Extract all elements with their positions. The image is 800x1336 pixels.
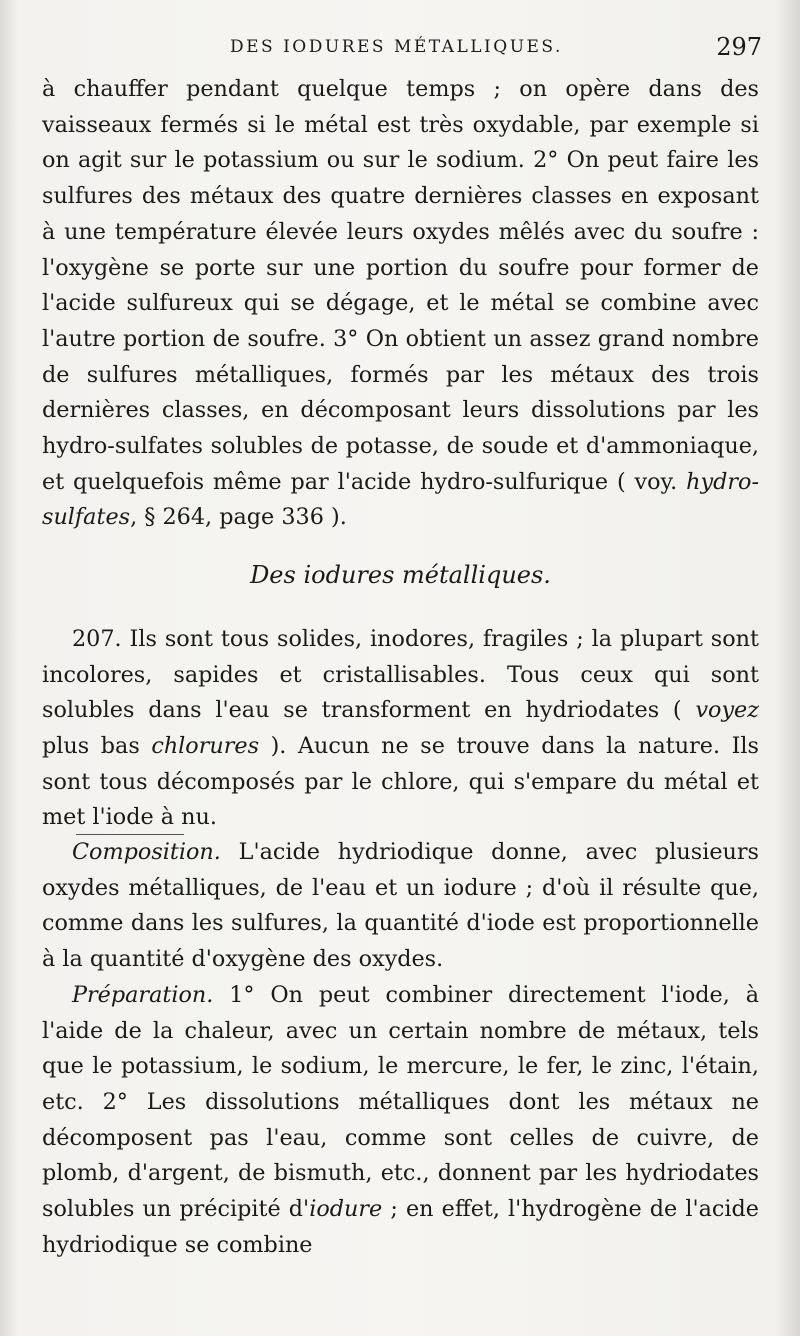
page-body — [42, 72, 759, 1264]
paragraph-preparation — [42, 978, 759, 1264]
paragraph-composition — [42, 835, 759, 978]
paragraph-text: ; en effet, l'hydrogène de l'acide hydriodique se combine — [42, 1196, 759, 1258]
page-number: 297 — [716, 33, 762, 61]
running-head: DES IODURES MÉTALLIQUES. — [230, 37, 563, 57]
paragraph-text: à chauffer pendant quelque temps ; on opère dans des vaisseaux fermés si le métal est très oxydable, par exemple si on agit sur le potassium ou sur le sodium. 2° On peut faire les sulfures des métaux des quatre dernières classes en exposant à une température élevée leurs oxydes mêlés avec du soufre : l'oxygène se porte sur une portion du soufre pour former de l'acide sulfureux qui se dégage, et le métal se combine avec l'autre portion de soufre. 3° On obtient un assez grand nombre de sulfures métalliques, formés par les métaux des trois dernières classes, en décomposant leurs dissolutions par les hydro-sulfates solubles de potasse, de soude et d'ammoniaque, et quelquefois même par l'acide hydro-sulfurique ( voy. — [42, 76, 759, 495]
paragraph-text: L'acide hydriodique donne, avec plusieurs oxydes métalliques, de l'eau et un iodure ; d'où il résulte que, comme dans les sulfures, la quantité d'iode est proportionnelle à la quantité d'oxygène des oxydes. — [42, 839, 759, 973]
paragraph-sulfures-preparation — [42, 72, 759, 536]
section-title: Des iodures métalliques. — [250, 561, 551, 590]
italic-term: voyez — [695, 697, 759, 724]
italic-term: hydro-sulfates — [42, 468, 759, 531]
page-header — [42, 33, 762, 63]
paragraph-label: Composition. — [72, 839, 221, 866]
paragraph-text: , § 264, page 336 ). — [130, 504, 347, 531]
paragraph-text: plus bas — [42, 732, 152, 759]
italic-term: chlorures — [151, 732, 260, 759]
paragraph-label: Préparation. — [72, 981, 214, 1008]
italic-term: iodure — [309, 1196, 383, 1223]
paragraph-text: 207. Ils sont tous solides, inodores, fragiles ; la plupart sont incolores, sapides et cristallisables. Tous ceux qui sont solubles dans l'eau se transforment en hydriodates ( — [42, 625, 759, 724]
paragraph-text: ). Aucun ne se trouve dans la nature. Ils sont tous décomposés par le chlore, qui s'empare du métal et met l'iode à nu. — [42, 732, 759, 831]
paragraph-iodures-properties — [42, 622, 759, 836]
paragraph-text: 1° On peut combiner directement l'iode, à l'aide de la chaleur, avec un certain nombre de métaux, tels que le potassium, le sodium, le mercure, le fer, le zinc, l'étain, etc. 2° Les dissolutions métalliques dont les métaux ne décomposent pas l'eau, comme sont celles de cuivre, de plomb, d'argent, de bismuth, etc., donnent par les hydriodates solubles un précipité d' — [42, 981, 759, 1223]
